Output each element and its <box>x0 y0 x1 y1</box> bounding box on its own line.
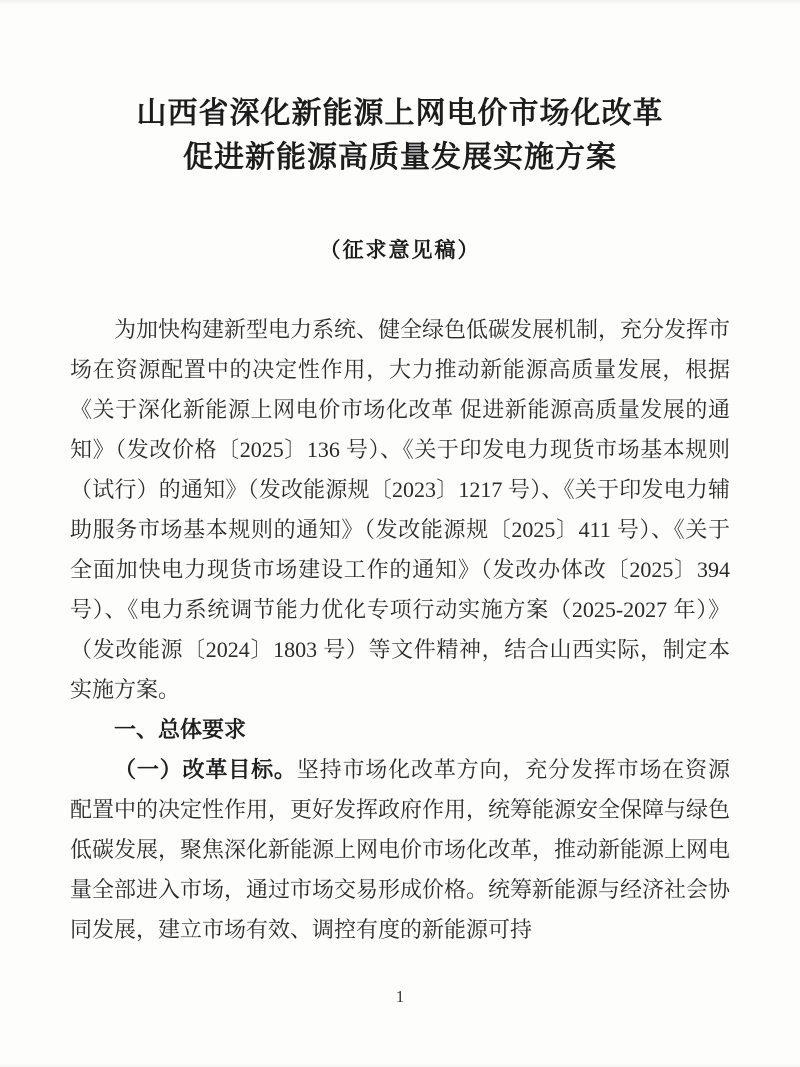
title-line-1: 山西省深化新能源上网电价市场化改革 <box>136 97 664 130</box>
item-1-lead: （一）改革目标。 <box>114 757 297 782</box>
section-heading-1: 一、总体要求 <box>114 717 247 742</box>
intro-paragraph: 为加快构建新型电力系统、健全绿色低碳发展机制，充分发挥市场在资源配置中的决定性作用，大力推动新能源高质量发展，根据《关于深化新能源上网电价市场化改革 促进新能源高质量发展的通知》（发改价格〔2025〕136 号）、《关于印发电力现货市场基本规则（试行）的通知》（发改能源规〔2023〕1217 号）、《关于印发电力辅助服务市场基本规则的通知》（发改能源规〔2025〕411 号）、《关于全面加快电力现货市场建设工作的通知》（发改办体改〔2025〕394 号）、《电力系统调节能力优化专项行动实施方案（2025-2027 年）》（发改能源〔2024〕1803 号）等文件精神，结合山西实际，制定本实施方案。 <box>70 317 731 702</box>
document-body <box>70 310 730 950</box>
item-paragraph-1 <box>70 750 730 950</box>
item-1-text: 坚持市场化改革方向，充分发挥市场在资源配置中的决定性作用，更好发挥政府作用，统筹能源安全保障与绿色低碳发展，聚焦深化新能源上网电价市场化改革，推动新能源上网电量全部进入市场，通过市场交易形成价格。统筹新能源与经济社会协同发展，建立市场有效、调控有度的新能源可持 <box>70 757 731 942</box>
page-number: 1 <box>395 987 405 1006</box>
title-line-2: 促进新能源高质量发展实施方案 <box>183 141 617 174</box>
draft-subtitle: （征求意见稿） <box>319 238 481 262</box>
document-title <box>0 0 800 180</box>
